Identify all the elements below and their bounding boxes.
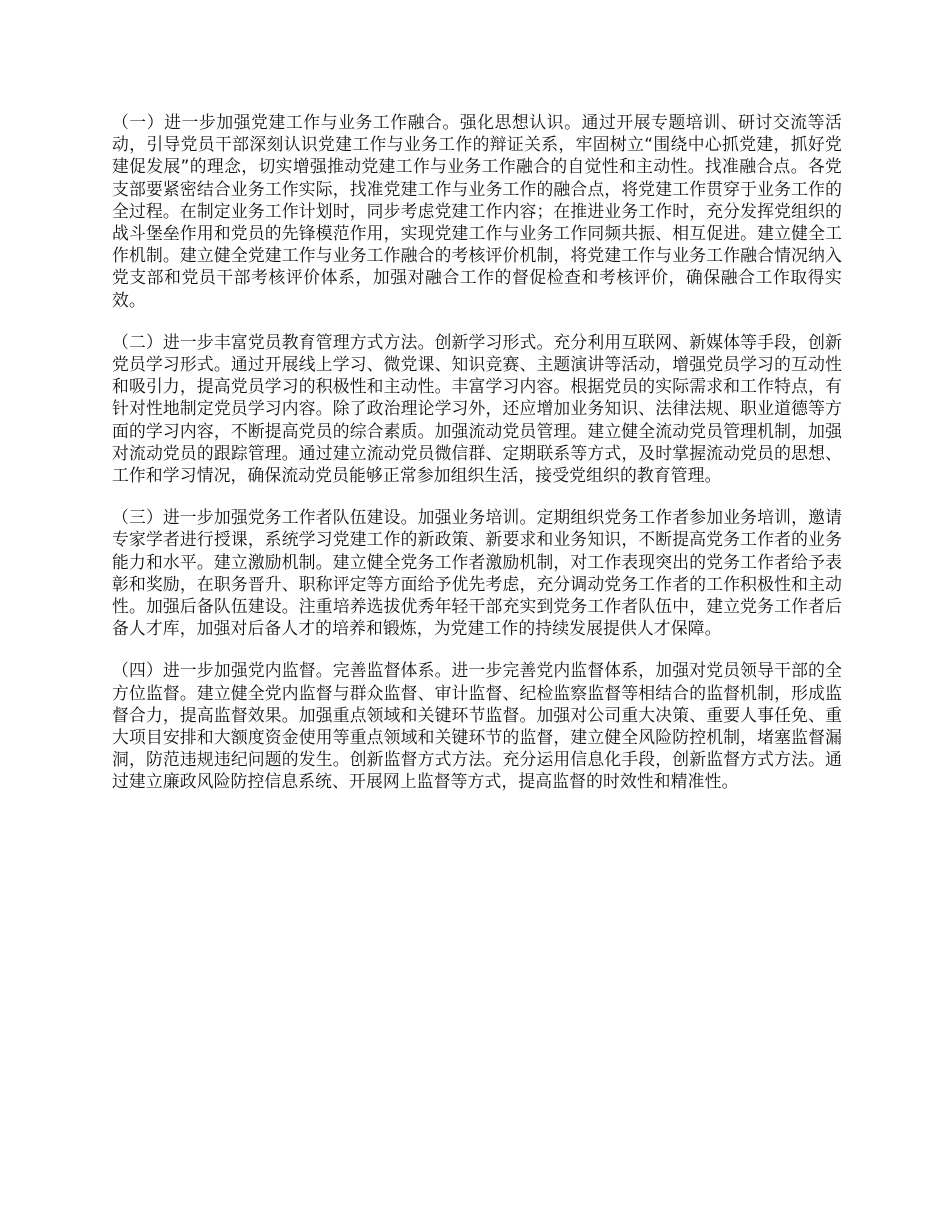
paragraph-party-business-integration: （一）进一步加强党建工作与业务工作融合。强化思想认识。通过开展专题培训、研讨交流等活动，引导党员干部深刻认识党建工作与业务工作的辩证关系，牢固树立“围绕中心抓党建，抓好党建促发展”的理念，切实增强推动党建工作与业务工作融合的自觉性和主动性。找准融合点。各党支部要紧密结合业务工作实际，找准党建工作与业务工作的融合点，将党建工作贯穿于业务工作的全过程。在制定业务工作计划时，同步考虑党建工作内容；在推进业务工作时，充分发挥党组织的战斗堡垒作用和党员的先锋模范作用，实现党建工作与业务工作同频共振、相互促进。建立健全工作机制。建立健全党建工作与业务工作融合的考核评价机制，将党建工作与业务工作融合情况纳入党支部和党员干部考核评价体系，加强对融合工作的督促检查和考核评价，确保融合工作取得实效。 bbox=[112, 112, 842, 310]
paragraph-party-worker-team: （三）进一步加强党务工作者队伍建设。加强业务培训。定期组织党务工作者参加业务培训，邀请专家学者进行授课，系统学习党建工作的新政策、新要求和业务知识，不断提高党务工作者的业务能力和水平。建立激励机制。建立健全党务工作者激励机制，对工作表现突出的党务工作者给予表彰和奖励，在职务晋升、职称评定等方面给予优先考虑，充分调动党务工作者的工作积极性和主动性。加强后备队伍建设。注重培养选拔优秀年轻干部充实到党务工作者队伍中，建立党务工作者后备人才库，加强对后备人才的培养和锻炼，为党建工作的持续发展提供人才保障。 bbox=[112, 507, 842, 639]
paragraph-internal-supervision: （四）进一步加强党内监督。完善监督体系。进一步完善党内监督体系，加强对党员领导干部的全方位监督。建立健全党内监督与群众监督、审计监督、纪检监察监督等相结合的监督机制，形成监督合力，提高监督效果。加强重点领域和关键环节监督。加强对公司重大决策、重要人事任免、重大项目安排和大额度资金使用等重点领域和关键环节的监督，建立健全风险防控机制，堵塞监督漏洞，防范违规违纪问题的发生。创新监督方式方法。充分运用信息化手段，创新监督方式方法。通过建立廉政风险防控信息系统、开展网上监督等方式，提高监督的时效性和精准性。 bbox=[112, 660, 842, 792]
document-body bbox=[112, 111, 842, 813]
paragraph-member-education: （二）进一步丰富党员教育管理方式方法。创新学习形式。充分利用互联网、新媒体等手段，创新党员学习形式。通过开展线上学习、微党课、知识竞赛、主题演讲等活动，增强党员学习的互动性和吸引力，提高党员学习的积极性和主动性。丰富学习内容。根据党员的实际需求和工作特点，有针对性地制定党员学习内容。除了政治理论学习外，还应增加业务知识、法律法规、职业道德等方面的学习内容，不断提高党员的综合素质。加强流动党员管理。建立健全流动党员管理机制，加强对流动党员的跟踪管理。通过建立流动党员微信群、定期联系等方式，及时掌握流动党员的思想、工作和学习情况，确保流动党员能够正常参加组织生活，接受党组织的教育管理。 bbox=[112, 331, 842, 486]
